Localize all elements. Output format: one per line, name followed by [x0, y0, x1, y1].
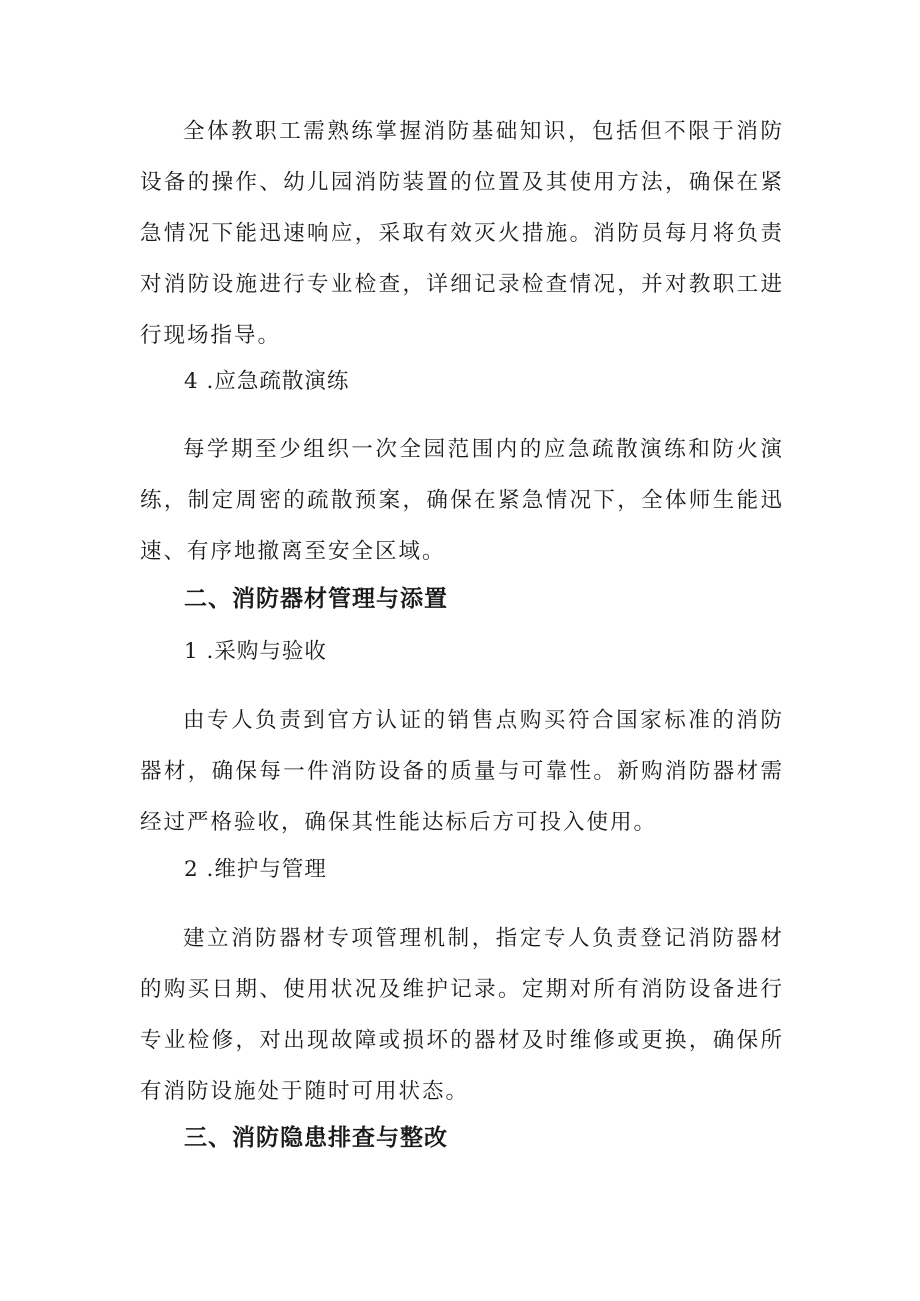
subheading-procurement-acceptance: 1 .采购与验收 [184, 639, 327, 664]
paragraph-evacuation-drill: 每学期至少组织一次全园范围内的应急疏散演练和防火演练，制定周密的疏散预案，确保在紧急情况下，全体师生能迅速、有序地撤离至安全区域。 [140, 437, 784, 564]
paragraph-fire-knowledge: 全体教职工需熟练掌握消防基础知识，包括但不限于消防设备的操作、幼儿园消防装置的位置及其使用方法，确保在紧急情况下能迅速响应，采取有效灭火措施。消防员每月将负责对消防设施进行专业检查，详细记录检查情况，并对教职工进行现场指导。 [140, 119, 784, 348]
subheading-maintenance-management: 2 .维护与管理 [184, 857, 327, 882]
subheading-emergency-evacuation-drill: 4 .应急疏散演练 [184, 369, 350, 394]
section-heading-hazard-inspection: 三、消防隐患排查与整改 [184, 1125, 448, 1151]
paragraph-maintenance: 建立消防器材专项管理机制，指定专人负责登记消防器材的购买日期、使用状况及维护记录。定期对所有消防设备进行专业检修，对出现故障或损坏的器材及时维修或更换，确保所有消防设施处于随时可用状态。 [140, 926, 784, 1104]
section-heading-equipment-management: 二、消防器材管理与添置 [184, 586, 448, 612]
paragraph-procurement: 由专人负责到官方认证的销售点购买符合国家标准的消防器材，确保每一件消防设备的质量与可靠性。新购消防器材需经过严格验收，确保其性能达标后方可投入使用。 [140, 708, 784, 835]
